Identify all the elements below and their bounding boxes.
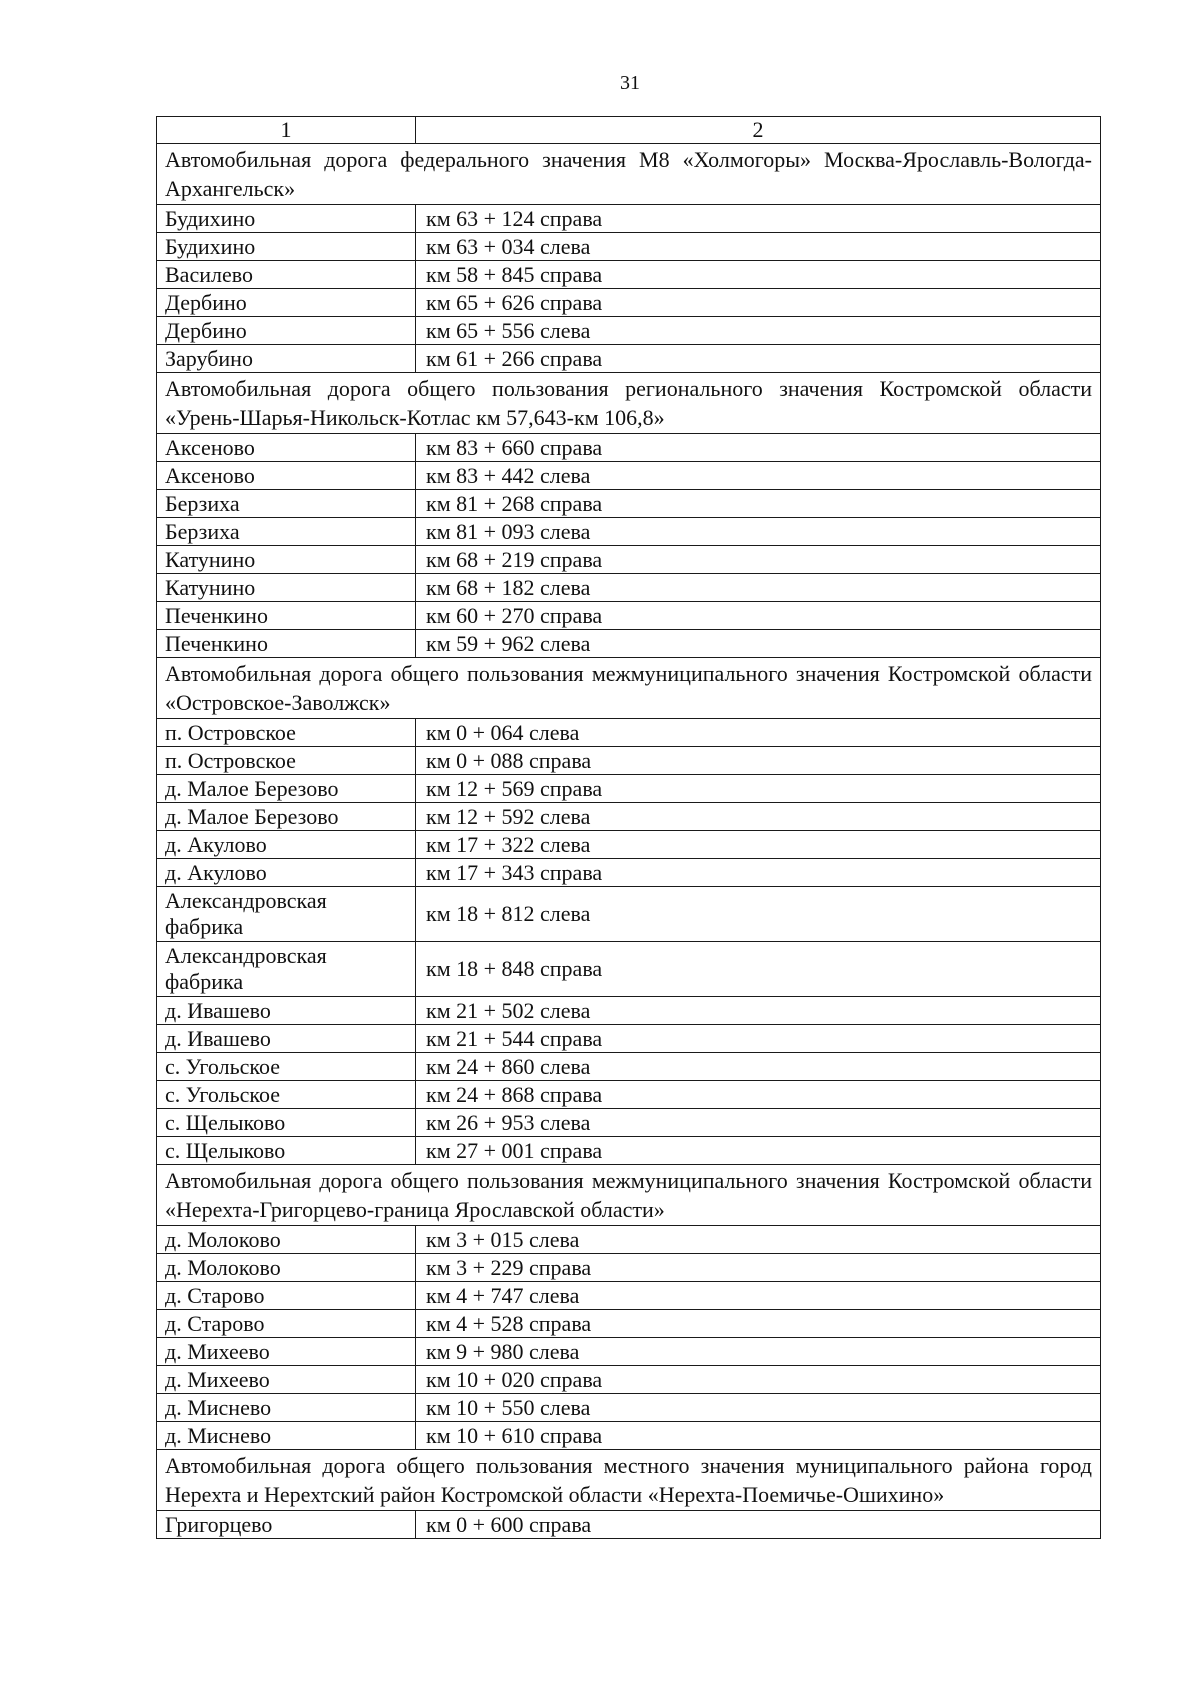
- settlement-cell: д. Старово: [157, 1310, 416, 1338]
- kilometer-cell: км 18 + 848 справа: [416, 942, 1101, 997]
- settlement-cell: Дербино: [157, 289, 416, 317]
- settlement-cell: д. Ивашево: [157, 997, 416, 1025]
- table-row: [157, 1053, 1101, 1081]
- kilometer-cell: км 10 + 610 справа: [416, 1422, 1101, 1450]
- settlement-cell: д. Акулово: [157, 859, 416, 887]
- settlement-cell: Григорцево: [157, 1511, 416, 1539]
- kilometer-cell: км 68 + 219 справа: [416, 546, 1101, 574]
- kilometer-cell: км 26 + 953 слева: [416, 1109, 1101, 1137]
- settlement-cell: д. Молоково: [157, 1254, 416, 1282]
- table-row: [157, 1137, 1101, 1165]
- kilometer-cell: км 81 + 268 справа: [416, 490, 1101, 518]
- table-row: [157, 1226, 1101, 1254]
- table-row: [157, 942, 1101, 997]
- table-row: [157, 317, 1101, 345]
- table-header-row: [157, 117, 1101, 144]
- table-row: [157, 1254, 1101, 1282]
- kilometer-cell: км 17 + 322 слева: [416, 831, 1101, 859]
- table-row: [157, 261, 1101, 289]
- settlement-cell: д. Ивашево: [157, 1025, 416, 1053]
- settlement-cell: Василево: [157, 261, 416, 289]
- kilometer-cell: км 21 + 502 слева: [416, 997, 1101, 1025]
- kilometer-cell: км 3 + 015 слева: [416, 1226, 1101, 1254]
- settlement-cell: Катунино: [157, 574, 416, 602]
- table-row: [157, 997, 1101, 1025]
- kilometer-cell: км 60 + 270 справа: [416, 602, 1101, 630]
- road-name: Автомобильная дорога федерального значения М8 «Холмогоры» Москва-Ярославль-Вологда-Архангельск»: [157, 144, 1101, 205]
- table-row: [157, 719, 1101, 747]
- table-row: [157, 630, 1101, 658]
- settlement-cell: Зарубино: [157, 345, 416, 373]
- kilometer-cell: км 27 + 001 справа: [416, 1137, 1101, 1165]
- table-row: [157, 747, 1101, 775]
- kilometer-cell: км 65 + 556 слева: [416, 317, 1101, 345]
- settlement-cell: Дербино: [157, 317, 416, 345]
- kilometer-cell: км 0 + 088 справа: [416, 747, 1101, 775]
- kilometer-cell: км 63 + 034 слева: [416, 233, 1101, 261]
- kilometer-cell: км 61 + 266 справа: [416, 345, 1101, 373]
- settlement-cell: Печенкино: [157, 630, 416, 658]
- kilometer-cell: км 63 + 124 справа: [416, 205, 1101, 233]
- kilometer-cell: км 59 + 962 слева: [416, 630, 1101, 658]
- settlement-cell: с. Угольское: [157, 1081, 416, 1109]
- road-name: Автомобильная дорога общего пользования регионального значения Костромской области «Урень-Шарья-Никольск-Котлас км 57,643-км 106,8»: [157, 373, 1101, 434]
- settlement-cell: д. Малое Березово: [157, 803, 416, 831]
- table-row: [157, 345, 1101, 373]
- kilometer-cell: км 83 + 660 справа: [416, 434, 1101, 462]
- kilometer-cell: км 24 + 868 справа: [416, 1081, 1101, 1109]
- table-row: [157, 546, 1101, 574]
- table-row: [157, 831, 1101, 859]
- kilometer-cell: км 18 + 812 слева: [416, 887, 1101, 942]
- kilometer-cell: км 83 + 442 слева: [416, 462, 1101, 490]
- page-number: 31: [620, 72, 640, 94]
- kilometer-cell: км 10 + 020 справа: [416, 1366, 1101, 1394]
- kilometer-cell: км 24 + 860 слева: [416, 1053, 1101, 1081]
- table-row: [157, 574, 1101, 602]
- table-row: [157, 490, 1101, 518]
- kilometer-cell: км 68 + 182 слева: [416, 574, 1101, 602]
- table-row: [157, 1338, 1101, 1366]
- kilometer-cell: км 0 + 600 справа: [416, 1511, 1101, 1539]
- table-row: [157, 233, 1101, 261]
- table-row: [157, 1025, 1101, 1053]
- settlement-cell: Аксеново: [157, 434, 416, 462]
- settlement-cell: Берзиха: [157, 518, 416, 546]
- settlement-cell: д. Молоково: [157, 1226, 416, 1254]
- table-body: [157, 117, 1101, 1539]
- kilometer-cell: км 12 + 569 справа: [416, 775, 1101, 803]
- road-name: Автомобильная дорога общего пользования межмуниципального значения Костромской области «Нерехта-Григорцево-граница Ярославской области»: [157, 1165, 1101, 1226]
- table-row: [157, 803, 1101, 831]
- settlement-cell: Печенкино: [157, 602, 416, 630]
- settlement-cell: Катунино: [157, 546, 416, 574]
- column-header-1: 1: [157, 117, 416, 144]
- settlement-cell: Александровская фабрика: [157, 942, 416, 997]
- table-row: [157, 434, 1101, 462]
- table-row: [157, 1310, 1101, 1338]
- table-row: [157, 205, 1101, 233]
- settlement-cell: п. Островское: [157, 719, 416, 747]
- settlement-cell: д. Миснево: [157, 1422, 416, 1450]
- table-row: [157, 1394, 1101, 1422]
- settlement-cell: с. Щелыково: [157, 1137, 416, 1165]
- road-heading-row: [157, 1165, 1101, 1226]
- settlement-cell: Берзиха: [157, 490, 416, 518]
- kilometer-cell: км 0 + 064 слева: [416, 719, 1101, 747]
- table-row: [157, 462, 1101, 490]
- settlement-cell: Будихино: [157, 233, 416, 261]
- settlement-cell: д. Миснево: [157, 1394, 416, 1422]
- settlement-cell: с. Щелыково: [157, 1109, 416, 1137]
- kilometer-cell: км 58 + 845 справа: [416, 261, 1101, 289]
- road-name: Автомобильная дорога общего пользования межмуниципального значения Костромской области «Островское-Заволжск»: [157, 658, 1101, 719]
- table-row: [157, 775, 1101, 803]
- kilometer-cell: км 10 + 550 слева: [416, 1394, 1101, 1422]
- table-row: [157, 602, 1101, 630]
- settlement-cell: п. Островское: [157, 747, 416, 775]
- kilometer-cell: км 81 + 093 слева: [416, 518, 1101, 546]
- settlement-cell: д. Акулово: [157, 831, 416, 859]
- table-row: [157, 1109, 1101, 1137]
- table-row: [157, 518, 1101, 546]
- kilometer-cell: км 65 + 626 справа: [416, 289, 1101, 317]
- settlement-cell: д. Михеево: [157, 1338, 416, 1366]
- table-row: [157, 887, 1101, 942]
- table-row: [157, 1366, 1101, 1394]
- road-locations-table: [156, 116, 1101, 1539]
- table-row: [157, 289, 1101, 317]
- settlement-cell: д. Михеево: [157, 1366, 416, 1394]
- kilometer-cell: км 17 + 343 справа: [416, 859, 1101, 887]
- kilometer-cell: км 9 + 980 слева: [416, 1338, 1101, 1366]
- table-row: [157, 1282, 1101, 1310]
- table-row: [157, 1081, 1101, 1109]
- kilometer-cell: км 4 + 528 справа: [416, 1310, 1101, 1338]
- table-row: [157, 859, 1101, 887]
- road-heading-row: [157, 373, 1101, 434]
- settlement-cell: Будихино: [157, 205, 416, 233]
- kilometer-cell: км 21 + 544 справа: [416, 1025, 1101, 1053]
- column-header-2: 2: [416, 117, 1101, 144]
- road-name: Автомобильная дорога общего пользования местного значения муниципального района город Нерехта и Нерехтский район Костромской области «Нерехта-Поемичье-Ошихино»: [157, 1450, 1101, 1511]
- kilometer-cell: км 4 + 747 слева: [416, 1282, 1101, 1310]
- settlement-cell: с. Угольское: [157, 1053, 416, 1081]
- road-heading-row: [157, 144, 1101, 205]
- kilometer-cell: км 12 + 592 слева: [416, 803, 1101, 831]
- road-heading-row: [157, 1450, 1101, 1511]
- settlement-cell: д. Малое Березово: [157, 775, 416, 803]
- settlement-cell: д. Старово: [157, 1282, 416, 1310]
- settlement-cell: Александровская фабрика: [157, 887, 416, 942]
- table-row: [157, 1422, 1101, 1450]
- settlement-cell: Аксеново: [157, 462, 416, 490]
- kilometer-cell: км 3 + 229 справа: [416, 1254, 1101, 1282]
- table-row: [157, 1511, 1101, 1539]
- road-heading-row: [157, 658, 1101, 719]
